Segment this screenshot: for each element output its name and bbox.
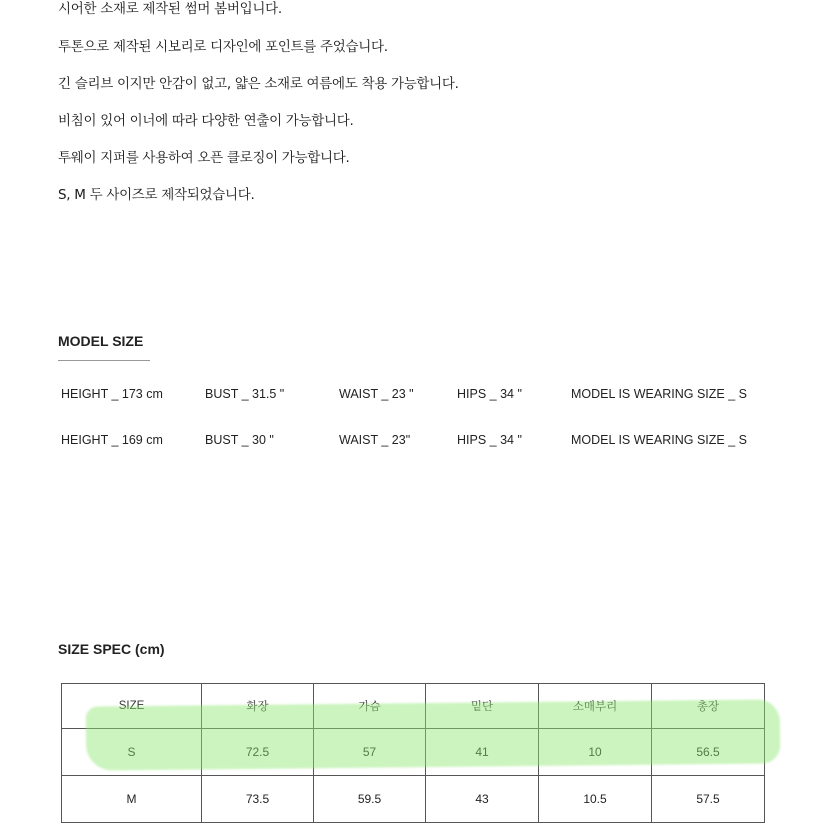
model-hips: HIPS _ 34 "	[457, 387, 522, 401]
header-cell: 가슴	[314, 684, 426, 729]
header-cell: 밑단	[426, 684, 539, 729]
description-line: 투웨이 지퍼를 사용하여 오픈 클로징이 가능합니다.	[58, 150, 350, 166]
model-height: HEIGHT _ 169 cm	[61, 433, 163, 447]
model-waist: WAIST _ 23"	[339, 433, 411, 447]
description-line: 시어한 소재로 제작된 썸머 봄버입니다.	[58, 1, 282, 17]
title-underline	[58, 360, 150, 361]
table-cell: 72.5	[202, 729, 314, 776]
model-hips: HIPS _ 34 "	[457, 433, 522, 447]
table-header-row	[62, 684, 765, 729]
description-line: S, M 두 사이즈로 제작되었습니다.	[58, 187, 255, 203]
header-cell: 소매부리	[539, 684, 652, 729]
table-cell: S	[62, 729, 202, 776]
table-cell: 41	[426, 729, 539, 776]
model-bust: BUST _ 31.5 "	[205, 387, 285, 401]
model-wearing-size: MODEL IS WEARING SIZE _ S	[571, 433, 747, 447]
table-cell: 59.5	[314, 776, 426, 823]
model-row	[0, 387, 827, 405]
table-cell: 73.5	[202, 776, 314, 823]
header-cell: SIZE	[62, 684, 202, 729]
table-cell: 56.5	[652, 729, 765, 776]
description-line: 긴 슬리브 이지만 안감이 없고, 얇은 소재로 여름에도 착용 가능합니다.	[58, 76, 459, 92]
table-cell: 57.5	[652, 776, 765, 823]
table-row	[62, 776, 765, 823]
header-cell: 화장	[202, 684, 314, 729]
table-cell: 57	[314, 729, 426, 776]
model-waist: WAIST _ 23 "	[339, 387, 414, 401]
table-cell: 43	[426, 776, 539, 823]
description-line: 비침이 있어 이너에 따라 다양한 연출이 가능합니다.	[58, 113, 354, 129]
size-spec-table	[61, 683, 765, 823]
model-wearing-size: MODEL IS WEARING SIZE _ S	[571, 387, 747, 401]
model-size-title: MODEL SIZE	[58, 333, 144, 349]
model-height: HEIGHT _ 173 cm	[61, 387, 163, 401]
model-row	[0, 433, 827, 451]
model-bust: BUST _ 30 "	[205, 433, 274, 447]
header-cell: 총장	[652, 684, 765, 729]
table-cell: M	[62, 776, 202, 823]
size-spec-title: SIZE SPEC (cm)	[58, 641, 165, 657]
description-line: 투톤으로 제작된 시보리로 디자인에 포인트를 주었습니다.	[58, 39, 388, 55]
table-row	[62, 729, 765, 776]
table-cell: 10	[539, 729, 652, 776]
table-cell: 10.5	[539, 776, 652, 823]
